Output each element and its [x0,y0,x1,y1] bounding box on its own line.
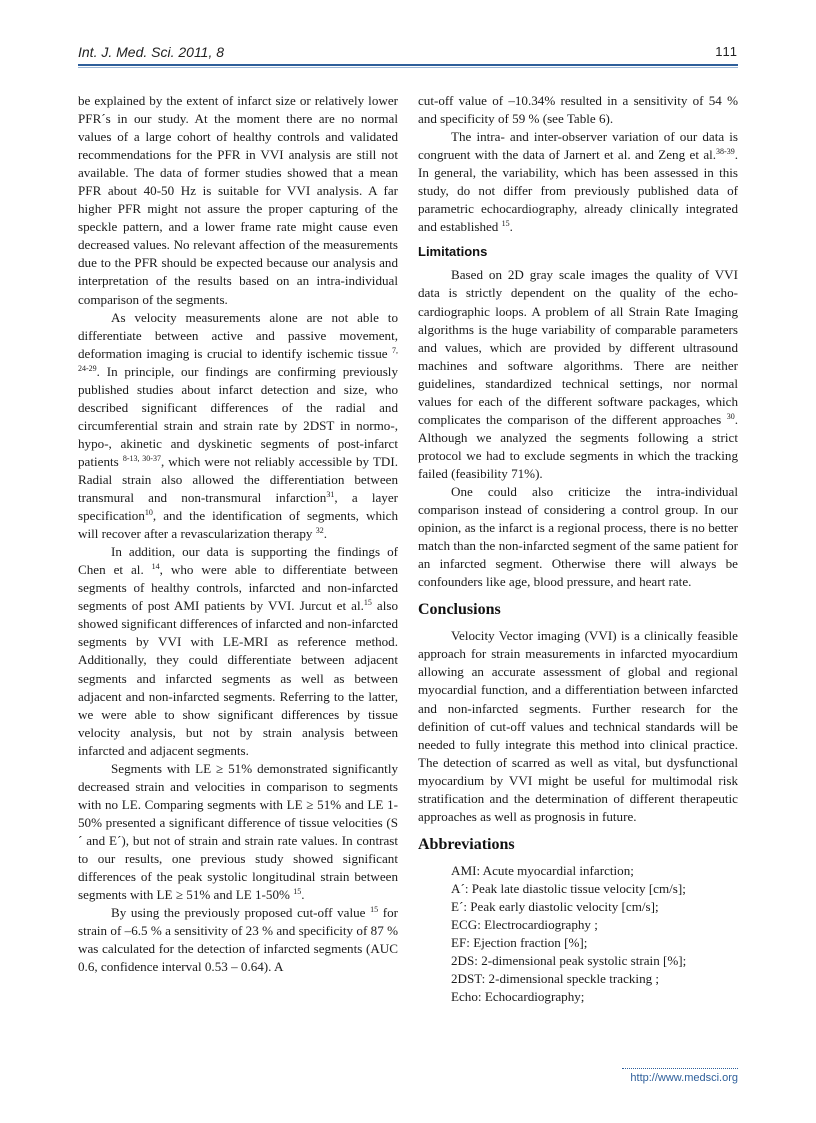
citation: 30 [726,411,735,421]
list-item: 2DS: 2-dimensional peak systolic strain [%]; [451,953,687,969]
paragraph: In addition, our data is supporting the findings of Chen et al. $^{14}$, who were able to differentiate between segments of healthy controls, infarcted and non-infarcted segments of post AMI patients by VVI. Jurcut et al.$^{15}$ also showed significant differences of infarcted and non-infarcted segments by VVI with LE-MRI as reference method. Additionally, they could differentiate between adjacent segments and infarcted segments as well as between adjacent and non-infarcted segments. Referring to the latter, we were able to show significant differences by tissue velocity analysis, but not by strain analysis between infarcted and adjacent segments. [78,544,398,758]
list-item: E´: Peak early diastolic velocity [cm/s]; [451,898,659,914]
list-item: ECG: Electrocardiography ; [451,917,598,933]
header-rule [78,64,738,66]
list-item: EF: Ejection fraction [%]; [451,935,588,951]
citation: 8-13, 30-37 [122,453,161,463]
paragraph: The intra- and inter-observer variation of our data is congruent with the data of Jarnert et al. and Zeng et al.$^{38-39}$. In general, the variability, which has been assessed in this study, do not differ from previously published data of parametric echocardiography, already clinically integrated and established $^{15}$. [418,129,738,235]
right-column [418,92,738,1006]
list-item: 2DST: 2-dimensional speckle tracking ; [451,971,660,987]
limitations-heading: Limitations [418,244,488,260]
paragraph: Velocity Vector imaging (VVI) is a clinically feasible approach for strain measurements in infarcted myocardium allowing an accurate assessment of global and regional myocardial function, and a differentiation between infarcted and non-infarcted segments. Further research for the definition of cut-off values and technical standards will be needed to fully integrate this method into clinical practice. The detection of scarred as well as vital, but dysfunctional myocardium by VVI might be useful for multimodal risk stratification and the determination of different therapeutic approaches as well as prognosis in future. [418,628,738,824]
list-item: A´: Peak late diastolic tissue velocity [cm/s]; [451,880,686,896]
journal-citation: Int. J. Med. Sci. 2011, 8 [78,44,225,60]
paragraph: Based on 2D gray scale images the quality of VVI data is strictly dependent on the quality of the echocardiographic loops. A problem of all Strain Rate Imaging algorithms is the huge variability of comparable parameters and values, which are provided by different ultrasound machines and software algorithms. There are neither guidelines, standardized technical settings, nor normal values for each of the different software packages, which complicates the comparison of the different approaches $^{30}$. Although we analyzed the segments following a strict protocol we had to exclude segments in which the tracking failed (feasibility 71%). [418,267,738,481]
citation: 10 [144,508,153,518]
citation: 14 [151,562,160,572]
citation: 15 [370,905,379,915]
citation: 31 [326,490,335,500]
citation: 7, 24-29 [78,345,398,373]
citation: 15 [501,219,510,229]
list-item: Echo: Echocardiography; [451,989,585,1005]
abbreviations-heading: Abbreviations [418,835,515,853]
conclusions-heading: Conclusions [418,601,501,619]
left-column [78,92,398,976]
paragraph: be explained by the extent of infarct size or relatively lower PFR´s in our study. At the moment there are no normal values of a large cohort of healthy controls and validated recommendations for the PFR in VVI analysis are still not available. The data of former studies showed that a mean PFR about 40-50 Hz is suitable for VVI analysis. A far higher PFR might not assure the proper capturing of the speckle pattern, and a lower frame rate might cause even decreased values. No relevant affection of the measurements due to the PFR should be expected because our analysis and interpretation of the results based on an intra-individual comparison of the segments. [78,93,398,307]
paragraph: As velocity measurements alone are not able to differentiate between active and passive movement, deformation imaging is crucial to identify ischemic tissue $^{7, 24-29}$. In principle, our findings are confirming previously published studies about infarct detection and size, who described significant differences of the radial and circumferential strain and strain rate by 2DST in normo-, hypo-, akinetic and dyskinetic segments of post-infarct patients $^{8-13, 30-37}$, which were not reliably accessible by TDI. Radial strain also allowed the differentiation between transmural and non-transmural infarction$^{31}$, a layer specification$^{10}$, and the identification of segments, which will recover after a revascularization therapy $^{32}$. [78,309,398,542]
paragraph: cut-off value of –10.34% resulted in a sensitivity of 54 % and specificity of 59 % (see Table 6). [418,93,738,127]
paragraph: One could also criticize the intra-individual comparison instead of considering a control group. In our opinion, as the infarct is a regional process, there is no better match than the non-infarcted segment of the same patient for an infarcted segment. Otherwise there will always be confounders like age, blood pressure, and heart rate. [418,483,738,590]
page-header [78,44,738,66]
page-number: 111 [715,44,738,59]
citation: 15 [363,598,372,608]
paragraph: Segments with LE ≥ 51% demonstrated significantly decreased strain and velocities in comparison to segments with no LE. Comparing segments with LE ≥ 51% and LE 1-50% presented a significant difference of tissue velocities (S´ and E´), but not of strain and strain rate values. In contrast to our results, one previous study showed significant differences of the peak systolic longitudinal strain between segments with LE ≥ 51% and LE 1-50% $^{15}$. [78,760,398,903]
journal-url-link[interactable]: http://www.medsci.org [630,1072,738,1084]
citation: 15 [293,887,302,897]
footer-rule [622,1068,738,1069]
citation: 38-39 [716,147,735,157]
abbreviations-list [418,862,738,1006]
paragraph: By using the previously proposed cut-off value $^{15}$ for strain of –6.5 % a sensitivity of 23 % and specificity of 87 % was calculated for the detection of infarcted segments (AUC 0.6, confidence interval 0.53 – 0.64). A [78,905,398,975]
citation: 32 [315,526,324,536]
list-item: AMI: Acute myocardial infarction; [451,862,634,878]
header-rule-thin [78,67,738,68]
